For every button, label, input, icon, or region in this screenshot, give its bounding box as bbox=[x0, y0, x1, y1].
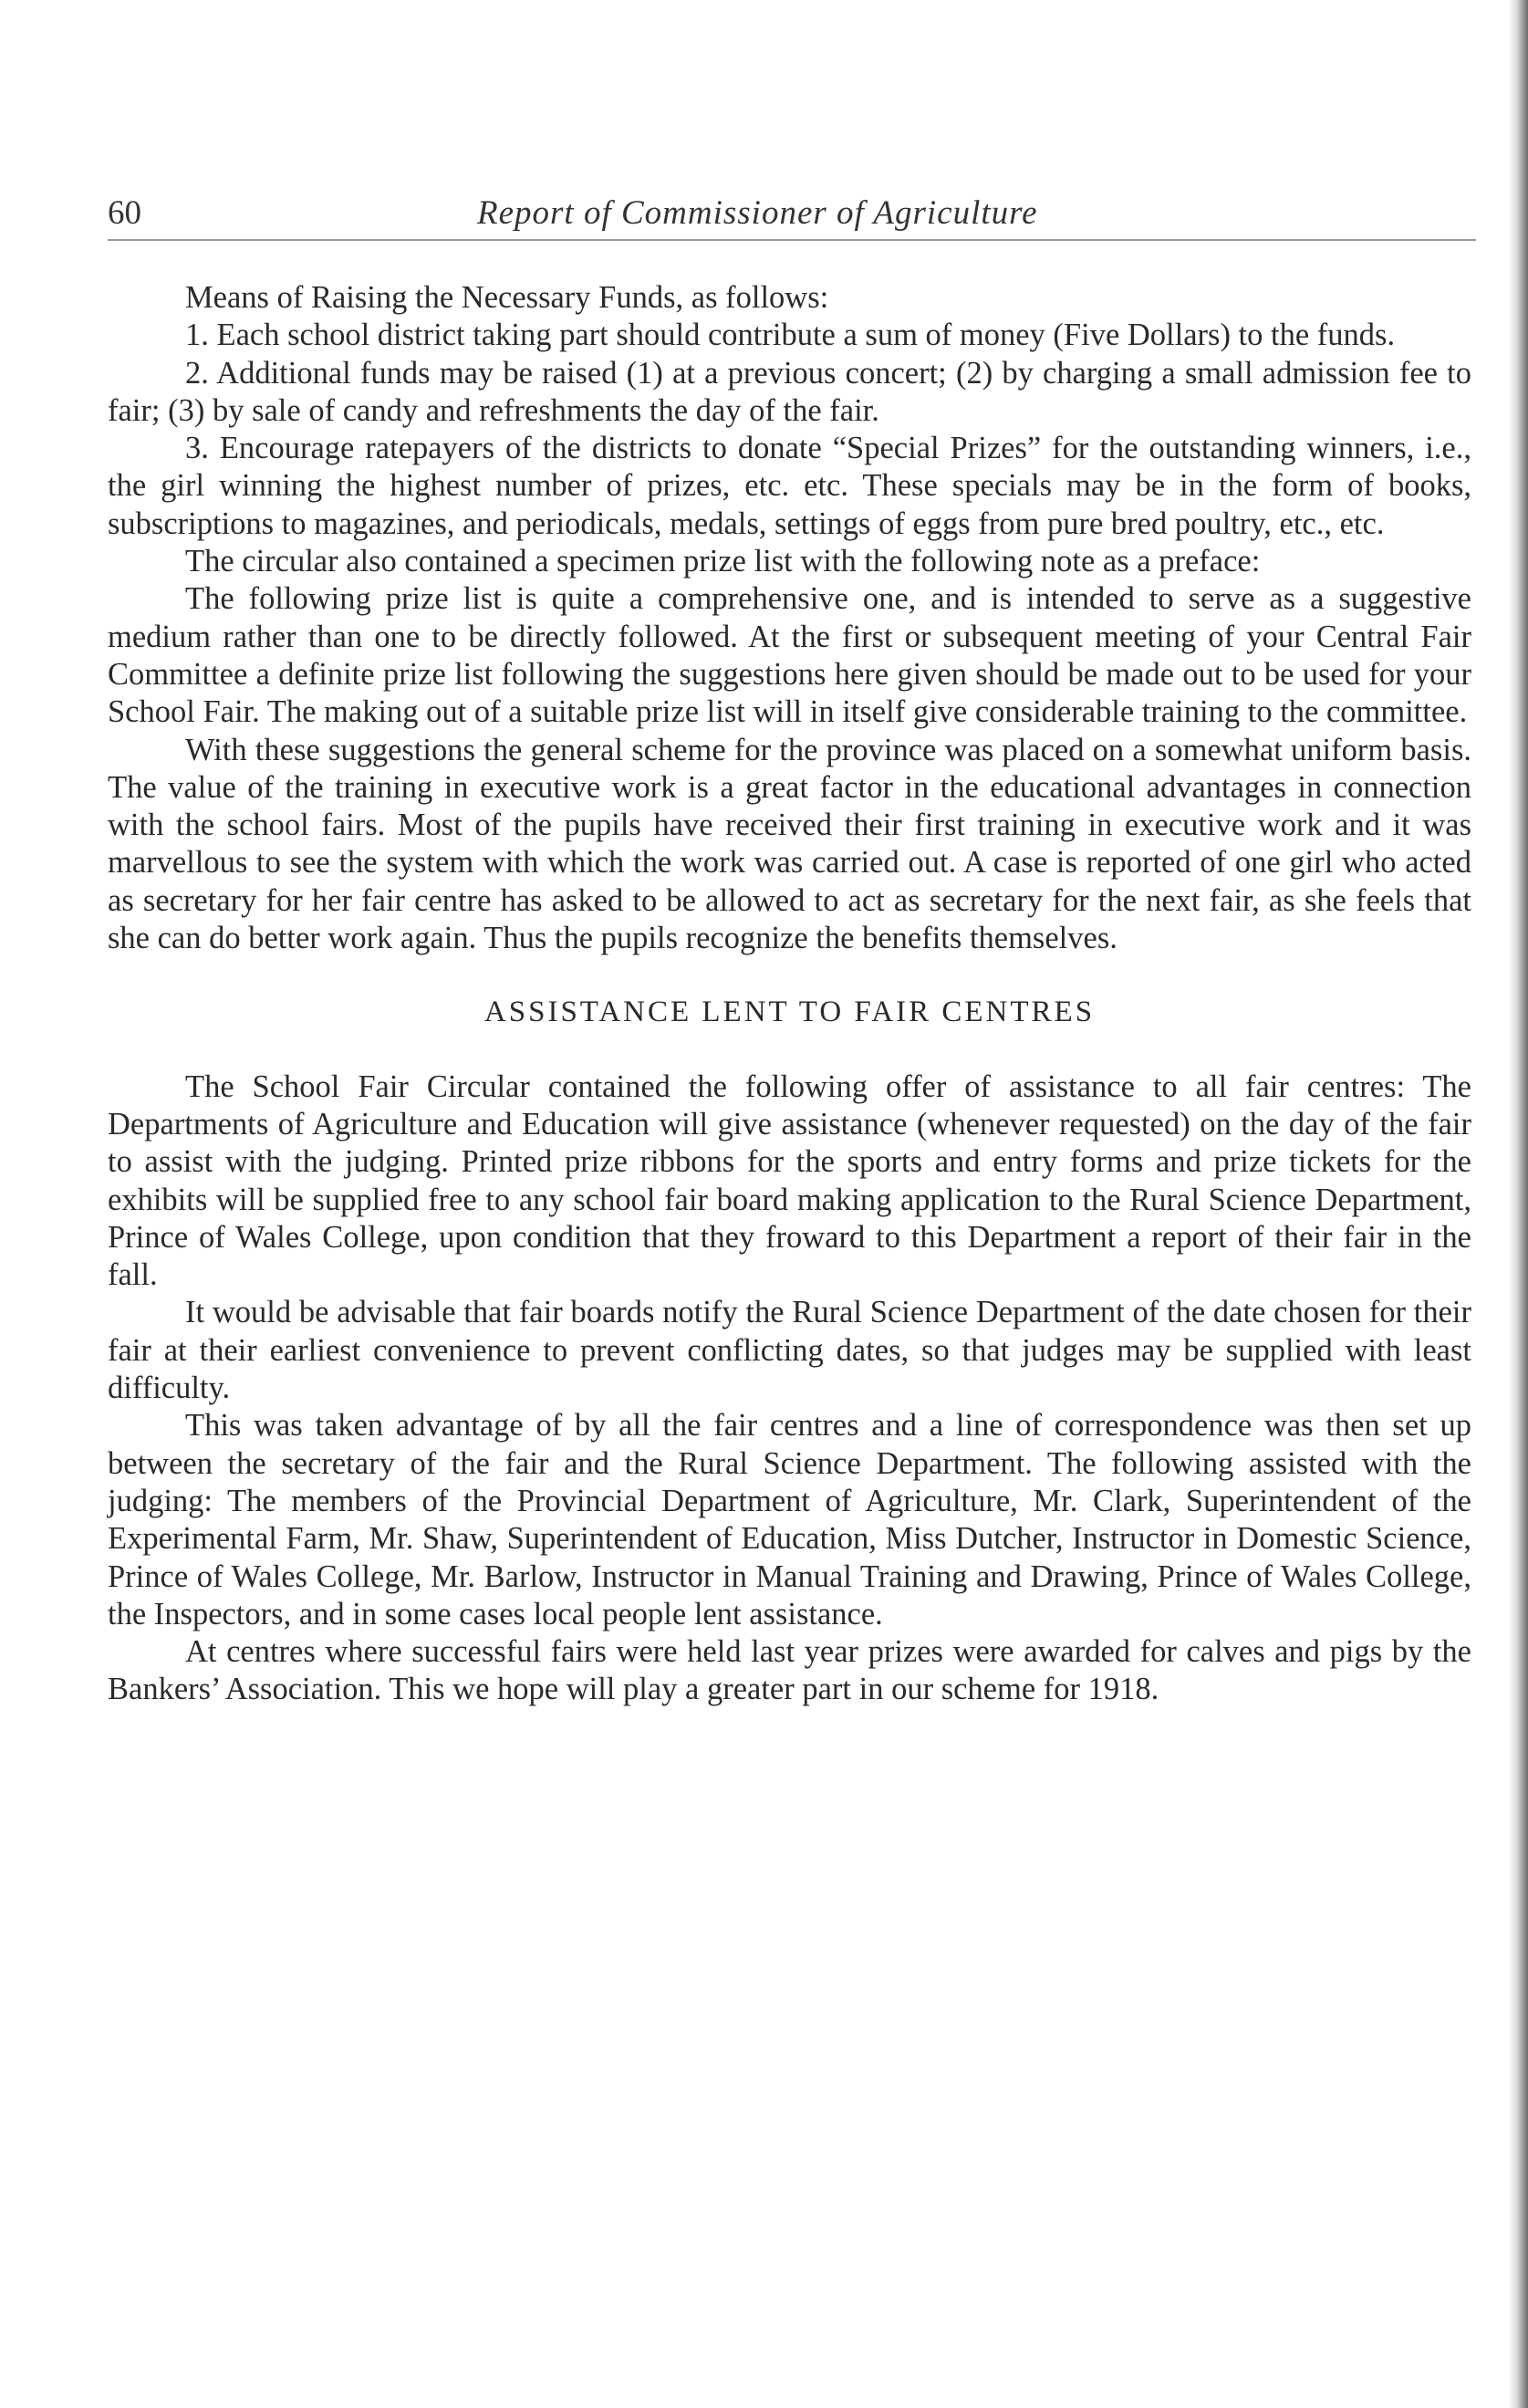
page-edge-shadow bbox=[1508, 0, 1528, 2408]
running-title: Report of Commissioner of Agriculture bbox=[477, 194, 1038, 232]
running-head bbox=[108, 186, 1476, 237]
paragraph: The circular also contained a specimen prize list with the following note as a preface: bbox=[185, 544, 1261, 579]
paragraph: Means of Raising the Necessary Funds, as follows: bbox=[185, 280, 829, 315]
paragraph: At centres where successful fairs were held last year prizes were awarded for calves and pigs by the Bankers’ Association. This we hope will play a greater part in our scheme for 1918. bbox=[108, 1634, 1471, 1707]
paragraph: It would be advisable that fair boards notify the Rural Science Department of the date chosen for their fair at their earliest convenience to prevent conflicting dates, so that judges may be supplied with least difficulty. bbox=[108, 1295, 1471, 1406]
paragraph: The following prize list is quite a comprehensive one, and is intended to serve as a suggestive medium rather than one to be directly followed. At the first or subsequent meeting of your Central Fair Committee a definite prize list following the suggestions here given should be made out to be used for your School Fair. The making out of a suitable prize list will in itself give considerable training to the committee. bbox=[108, 581, 1471, 730]
paragraph: 3. Encourage ratepayers of the districts to donate “Special Prizes” for the outstanding winners, i.e., the girl winning the highest number of prizes, etc. etc. These specials may be in the form of books, subscriptions to magazines, and periodicals, medals, settings of eggs from pure bred poultry, etc., etc. bbox=[108, 431, 1471, 541]
page-body bbox=[108, 279, 1471, 1709]
paragraph: This was taken advantage of by all the fair centres and a line of correspondence was then set up between the secretary of the fair and the Rural Science Department. The following assisted with the judging: The members of the Provincial Department of Agriculture, Mr. Clark, Superintendent of the Experimental Farm, Mr. Shaw, Superintendent of Education, Miss Dutcher, Instructor in Domestic Science, Prince of Wales College, Mr. Barlow, Instructor in Manual Training and Drawing, Prince of Wales College, the Inspectors, and in some cases local people lent assistance. bbox=[108, 1408, 1471, 1631]
header-rule bbox=[108, 239, 1476, 241]
paragraph: 1. Each school district taking part should contribute a sum of money (Five Dollars) to the funds. bbox=[185, 318, 1396, 353]
section-heading: ASSISTANCE LENT TO FAIR CENTRES bbox=[483, 996, 1096, 1029]
paragraph: The School Fair Circular contained the following offer of assistance to all fair centres: The Departments of Agriculture and Education will give assistance (whenever requested) on the day of the fair to assist with the judging. Printed prize ribbons for the sports and entry forms and prize tickets for the exhibits will be supplied free to any school fair board making application to the Rural Science Department, Prince of Wales College, upon condition that they froward to this Department a report of their fair in the fall. bbox=[108, 1068, 1471, 1293]
paragraph: 2. Additional funds may be raised (1) at a previous concert; (2) by charging a small admission fee to fair; (3) by sale of candy and refreshments the day of the fair. bbox=[108, 355, 1471, 428]
page-number: 60 bbox=[108, 194, 141, 232]
paragraph: With these suggestions the general scheme for the province was placed on a somewhat uniform basis. The value of the training in executive work is a great factor in the educational advantages in connection with the school fairs. Most of the pupils have received their first training in executive work and it was marvellous to see the system with which the work was carried out. A case is reported of one girl who acted as secretary for her fair centre has asked to be allowed to act as secretary for the next fair, as she feels that she can do better work again. Thus the pupils recognize the benefits themselves. bbox=[108, 732, 1471, 956]
